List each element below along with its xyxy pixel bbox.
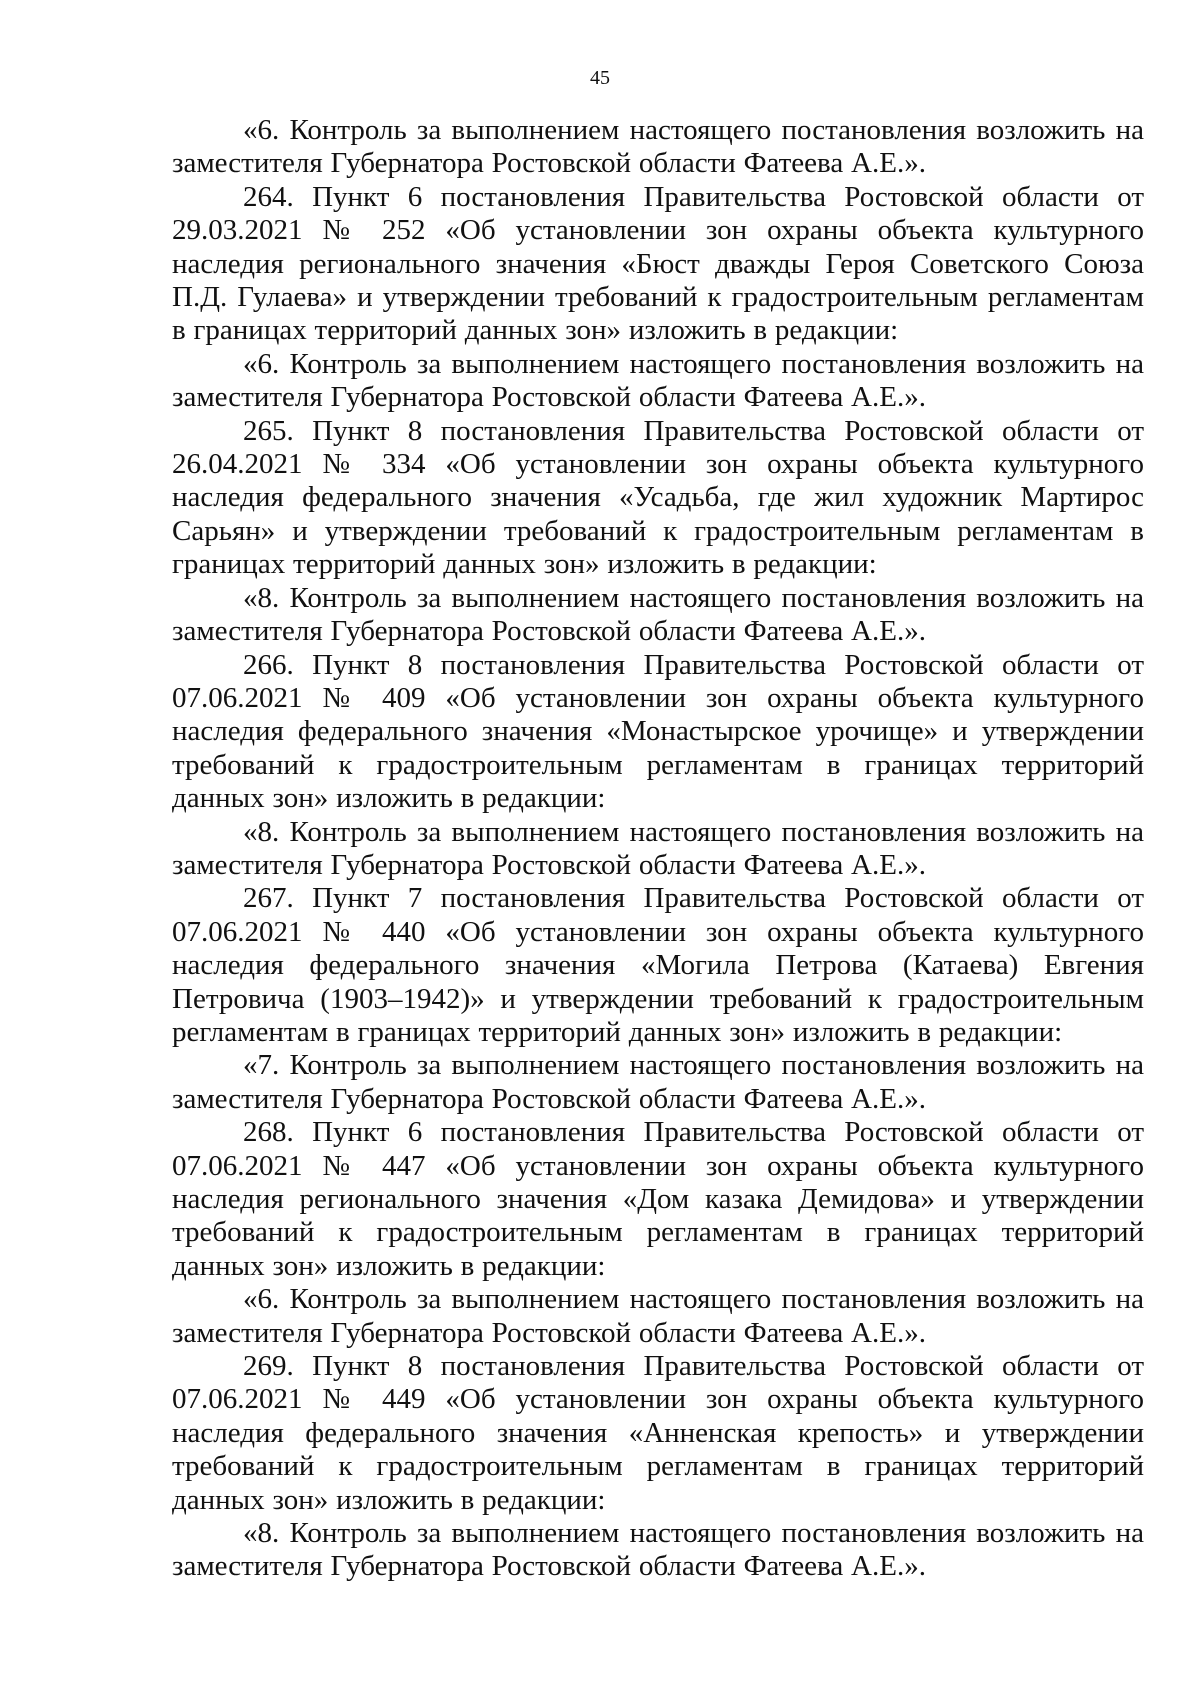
numbered-item-paragraph: 266. Пункт 8 постановления Правительства Ростовской области от 07.06.2021 № 409 «Об установлении зон охраны объекта культурного наследия федерального значения «Монастырское урочище» и утверждении требований к градостроительным регламентам в границах территорий данных зон» изложить в редакции: [172, 648, 1144, 815]
quoted-paragraph: «8. Контроль за выполнением настоящего постановления возложить на заместителя Губернатора Ростовской области Фатеева А.Е.». [172, 815, 1144, 881]
quoted-paragraph: «6. Контроль за выполнением настоящего постановления возложить на заместителя Губернатора Ростовской области Фатеева А.Е.». [172, 114, 1144, 180]
document-body [172, 114, 1144, 1584]
numbered-item-paragraph: 269. Пункт 8 постановления Правительства Ростовской области от 07.06.2021 № 449 «Об установлении зон охраны объекта культурного наследия федерального значения «Анненская крепость» и утверждении требований к градостроительным регламентам в границах территорий данных зон» изложить в редакции: [172, 1350, 1144, 1516]
quoted-paragraph: «8. Контроль за выполнением настоящего постановления возложить на заместителя Губернатора Ростовской области Фатеева А.Е.». [172, 1517, 1144, 1583]
quoted-paragraph: «7. Контроль за выполнением настоящего постановления возложить на заместителя Губернатора Ростовской области Фатеева А.Е.». [172, 1049, 1144, 1115]
numbered-item-paragraph: 264. Пункт 6 постановления Правительства Ростовской области от 29.03.2021 № 252 «Об установлении зон охраны объекта культурного наследия регионального значения «Бюст дважды Героя Советского Союза П.Д. Гулаева» и утверждении требований к градостроительным регламентам в границах территорий данных зон» изложить в редакции: [172, 180, 1144, 347]
quoted-paragraph: «6. Контроль за выполнением настоящего постановления возложить на заместителя Губернатора Ростовской области Фатеева А.Е.». [172, 347, 1144, 414]
quoted-paragraph: «8. Контроль за выполнением настоящего постановления возложить на заместителя Губернатора Ростовской области Фатеева А.Е.». [172, 581, 1144, 648]
numbered-item-paragraph: 268. Пункт 6 постановления Правительства Ростовской области от 07.06.2021 № 447 «Об установлении зон охраны объекта культурного наследия регионального значения «Дом казака Демидова» и утверждении требований к градостроительным регламентам в границах территорий данных зон» изложить в редакции: [172, 1116, 1144, 1282]
numbered-item-paragraph: 265. Пункт 8 постановления Правительства Ростовской области от 26.04.2021 № 334 «Об установлении зон охраны объекта культурного наследия федерального значения «Усадьба, где жил художник Мартирос Сарьян» и утверждении требований к градостроительным регламентам в границах территорий данных зон» изложить в редакции: [172, 414, 1144, 581]
quoted-paragraph: «6. Контроль за выполнением настоящего постановления возложить на заместителя Губернатора Ростовской области Фатеева А.Е.». [172, 1283, 1144, 1349]
page-number: 45 [590, 67, 610, 89]
numbered-item-paragraph: 267. Пункт 7 постановления Правительства Ростовской области от 07.06.2021 № 440 «Об установлении зон охраны объекта культурного наследия федерального значения «Могила Петрова (Катаева) Евгения Петровича (1903–1942)» и утверждении требований к градостроительным регламентам в границах территорий данных зон» изложить в редакции: [172, 882, 1144, 1048]
